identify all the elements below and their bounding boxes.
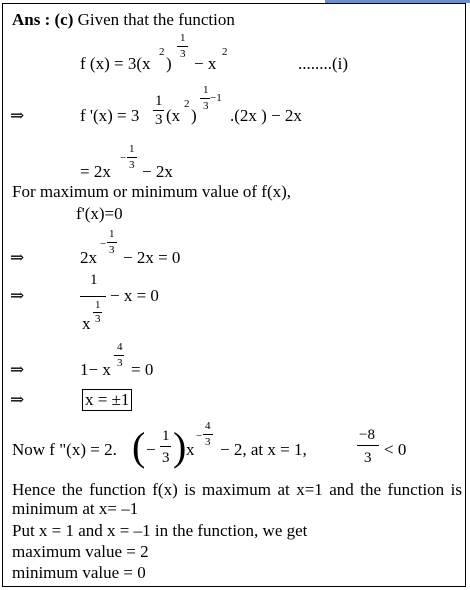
eq9-frac-den: 3 <box>162 450 170 466</box>
right-paren: ) <box>173 424 187 469</box>
eq3-exp-num: 1 <box>129 143 135 155</box>
eq3-exp-minus: − <box>120 152 127 164</box>
boxed-result: x = ±1 <box>82 389 132 411</box>
eq1-tag: ........(i) <box>298 54 349 73</box>
eq9-exp-bar <box>203 434 213 435</box>
eq9-frac-bar <box>160 446 171 447</box>
implies-arrow: ⇒ <box>10 360 25 379</box>
intro-text: Given that the function <box>77 10 235 29</box>
eq7-lhs: 1− x <box>80 360 111 379</box>
eq1-exp-bar <box>177 46 188 47</box>
eq2-rest: .(2x ) − 2x <box>230 106 302 125</box>
maximum-value: maximum value = 2 <box>12 542 149 561</box>
eq5-exp-minus: − <box>100 238 107 250</box>
eq9-minus: − <box>146 440 156 459</box>
eq5-exp-bar <box>107 242 117 243</box>
eq6-rest: − x = 0 <box>110 286 159 305</box>
eq2-exp-den: 3 <box>203 100 209 112</box>
left-paren: ( <box>132 424 146 469</box>
eq7-exp-bar <box>114 355 124 356</box>
eq9-cond-bar <box>357 445 379 446</box>
eq1-lhs: f (x) = 3(x <box>80 54 151 73</box>
eq9-exp-minus: − <box>196 430 203 442</box>
implies-arrow: ⇒ <box>10 106 25 125</box>
eq9-exp-num: 4 <box>205 420 211 432</box>
eq6-numerator: 1 <box>90 272 98 288</box>
eq2-lhs: f '(x) = 3 <box>80 106 140 125</box>
eq7-exp-num: 4 <box>117 341 123 353</box>
eq5-exp-den: 3 <box>109 244 115 256</box>
eq5-rest: − 2x = 0 <box>123 248 181 267</box>
eq1-square: 2 <box>159 46 165 58</box>
eq9-cond-num: −8 <box>359 427 375 443</box>
eq3-exp-bar <box>127 157 137 158</box>
minimum-value: minimum value = 0 <box>12 563 146 582</box>
implies-arrow: ⇒ <box>10 248 25 267</box>
eq9-cond-rest: < 0 <box>384 440 407 459</box>
eq7-exp-den: 3 <box>117 357 123 369</box>
eq1-exp-num: 1 <box>180 32 186 44</box>
eq9-frac-num: 1 <box>162 428 170 444</box>
eq2-mid: (x <box>166 106 181 125</box>
eq9-cond-den: 3 <box>364 450 372 466</box>
eq2-exp-minus: −1 <box>210 92 222 104</box>
eq1-square-2: 2 <box>222 46 228 58</box>
eq9-rest: − 2, at x = 1, <box>220 440 307 459</box>
conclusion-text: Hence the function f(x) is maximum at x=1 and the function is minimum at x= –1 <box>12 480 462 518</box>
eq6-frac-bar <box>80 296 106 297</box>
implies-arrow: ⇒ <box>10 390 25 409</box>
eq5-exp-num: 1 <box>109 228 115 240</box>
eq2-exp-num: 1 <box>203 84 209 96</box>
implies-arrow: ⇒ <box>10 286 25 305</box>
eq6-den-exp-den: 3 <box>95 313 101 325</box>
eq2-frac-den: 3 <box>155 112 163 128</box>
eq6-den-base: x <box>82 314 91 333</box>
eq7-rest: = 0 <box>131 360 154 379</box>
eq3-exp-den: 3 <box>129 159 135 171</box>
eq2-frac-bar <box>153 110 164 111</box>
conclusion-paragraph <box>12 480 462 518</box>
eq1-exp-den: 3 <box>180 48 186 60</box>
eq3-rest: − 2x <box>142 162 173 181</box>
eq6-den-exp-num: 1 <box>95 299 101 311</box>
eq9-exp-den: 3 <box>205 436 211 448</box>
answer-label: Ans : (c) <box>12 10 74 29</box>
put-values-text: Put x = 1 and x = –1 in the function, we get <box>12 521 308 540</box>
eq2-frac-num: 1 <box>155 93 163 109</box>
eq2-close: ) <box>191 106 197 125</box>
eq9-x: x <box>186 440 195 459</box>
condition-text: For maximum or minimum value of f(x), <box>12 182 292 201</box>
eq5-lhs: 2x <box>80 248 97 267</box>
eq1-close: ) <box>166 54 172 73</box>
eq3-lhs: = 2x <box>80 162 111 181</box>
answer-header <box>12 10 235 30</box>
eq2-square: 2 <box>184 98 190 110</box>
equation-4: f'(x)=0 <box>76 204 123 223</box>
eq2-exp-bar <box>200 98 210 99</box>
eq9-lhs: Now f "(x) = 2. <box>12 440 117 459</box>
eq1-rest: − x <box>194 54 217 73</box>
